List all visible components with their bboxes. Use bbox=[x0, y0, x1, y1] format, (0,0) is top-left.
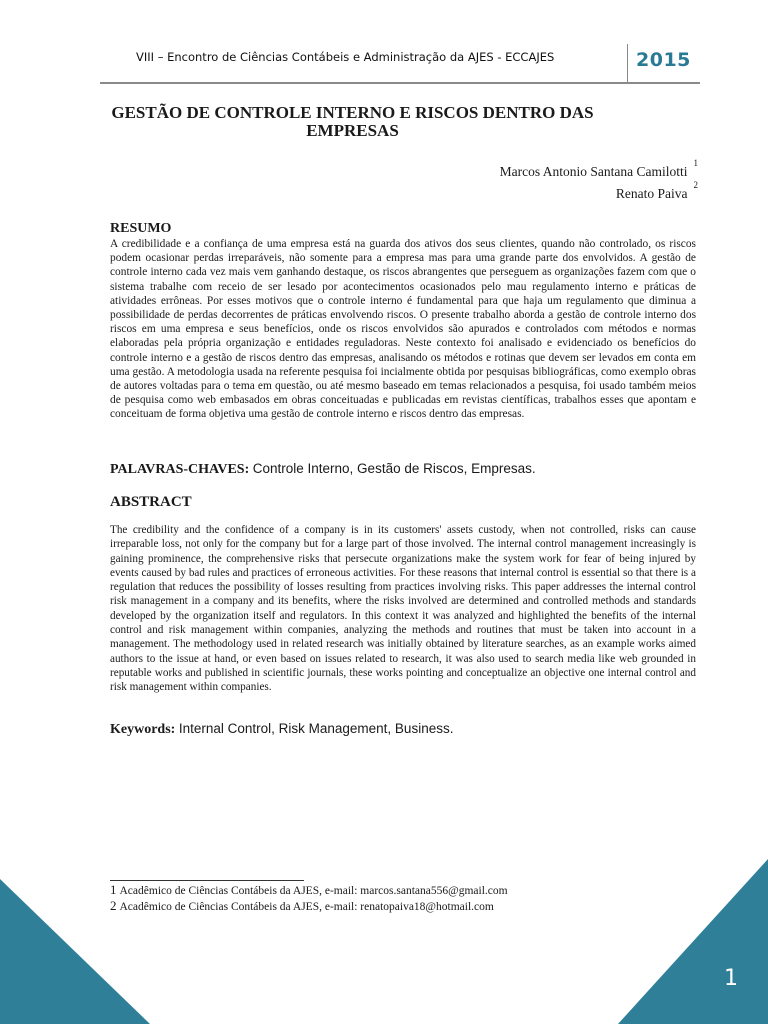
corner-triangle-left bbox=[0, 879, 150, 1024]
keywords-text: Internal Control, Risk Management, Business. bbox=[178, 721, 454, 736]
footnote-text: Acadêmico de Ciências Contábeis da AJES, e-mail: marcos.santana556@gmail.com bbox=[119, 885, 508, 897]
author-name: Renato Paiva bbox=[615, 186, 688, 201]
header-divider bbox=[627, 44, 628, 82]
footnote-2 bbox=[110, 898, 494, 914]
author-footnote-mark: 1 bbox=[693, 158, 698, 168]
conference-year: 2015 bbox=[636, 49, 691, 71]
footnote-1 bbox=[110, 882, 508, 898]
resumo-text: A credibilidade e a confiança de uma empresa está na guarda dos ativos dos seus clientes, quando não controlado, os riscos podem ocasionar perdas irreparáveis, não somente para a empresa mas para uma grande parte dos envolvidos. A gestão de controle interno cada vez mais vem ganhando destaque, os riscos abrangentes que perseguem as organizações fazem com que o sistema trabalhe com receio de ser lesado por acontecimentos ocasionados pelo mau regulamento interno e práticas de atividades errôneas. Por esses motivos que o controle interno é fundamental para que haja um regulamento que diminua a possibilidade de perdas decorrentes de práticas envolvendo riscos. O presente trabalho aborda a gestão de controle interno dos riscos em uma empresa e seus benefícios, onde os riscos envolvidos são apurados e controlados com métodos e normas elaboradas pela própria organização e entidades reguladoras. Neste contexto foi analisado e evidenciado os benefícios do controle interno e a gestão de riscos dentro das empresas, analisando os métodos e rotinas que devem ser levados em conta em uma gestão. A metodologia usada na referente pesquisa foi incialmente obtida por pesquisas bibliográficas, como exemplo obras de autores voltadas para o tema em questão, ou até mesmo baseado em temas relacionados a pesquisa, foi usado também meios de pesquisa como web embasados em obras conceituadas e publicadas em revistas científicas, trabalhos esses que apontam e conceituam de forma objetiva uma gestão de controle interno e riscos dentro das empresas. bbox=[110, 238, 696, 421]
resumo-heading: RESUMO bbox=[110, 221, 172, 236]
page-header bbox=[100, 42, 700, 84]
keywords bbox=[110, 721, 453, 738]
footnote-text: Acadêmico de Ciências Contábeis da AJES, e-mail: renatopaiva18@hotmail.com bbox=[119, 901, 494, 913]
palavras-chaves-label: PALAVRAS-CHAVES: bbox=[110, 462, 250, 477]
abstract-text: The credibility and the confidence of a company is in its customers' assets custody, when not controlled, risks can cause irreparable loss, not only for the company but for a large part of those involved. The internal control management increasingly is gaining prominence, the comprehensive risks that persecute organizations make the system work for fear of being injured by events caused by bad rules and practices of erroneous activities. For these reasons that internal control is essential so that there is a regulation that reduces the possibility of losses resulting from practices involving risks. This paper addresses the internal control risk management in a company and its benefits, where the risks involved are determined and controlled methods and standards developed by the organization itself and regulators. In this context it was analyzed and highlighted the benefits of the internal control and risk management within companies, analyzing the methods and routines that must be taken into account in a management. The methodology used in related research was initially obtained by literature searches, as an example works aimed authors to the issue at hand, or even based on issues related to research, it was also used to search media like web grounded in reputable works and published in scientific journals, these works pointing and conceptualize an objective one internal control and risk management within companies. bbox=[110, 524, 696, 694]
corner-decoration-right bbox=[618, 859, 768, 1024]
footnote-number: 1 bbox=[110, 882, 117, 897]
conference-name: VIII – Encontro de Ciências Contábeis e Administração da AJES - ECCAJES bbox=[136, 50, 555, 64]
corner-decoration-left bbox=[0, 879, 150, 1024]
keywords-label: Keywords: bbox=[110, 722, 176, 737]
page-number: 1 bbox=[724, 966, 738, 991]
palavras-chaves bbox=[110, 461, 536, 478]
author-1 bbox=[499, 158, 698, 180]
paper-title: GESTÃO DE CONTROLE INTERNO E RISCOS DENTRO DAS EMPRESAS bbox=[111, 103, 594, 140]
abstract-heading: ABSTRACT bbox=[110, 494, 192, 510]
palavras-chaves-text: Controle Interno, Gestão de Riscos, Empresas. bbox=[252, 461, 536, 476]
footnote-number: 2 bbox=[110, 898, 117, 913]
author-footnote-mark: 2 bbox=[693, 180, 698, 190]
corner-triangle-right bbox=[618, 859, 768, 1024]
author-name: Marcos Antonio Santana Camilotti bbox=[499, 164, 688, 179]
author-2 bbox=[615, 180, 698, 202]
